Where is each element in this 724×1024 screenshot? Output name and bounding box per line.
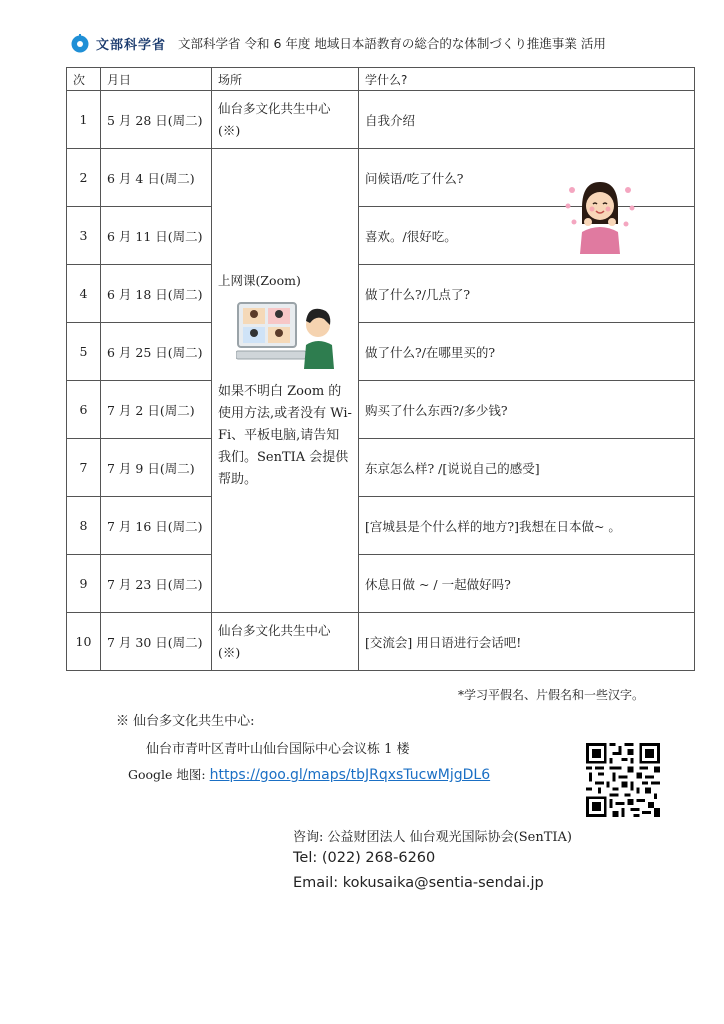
map-label: Google 地图: <box>128 767 206 782</box>
online-title: 上网课(Zoom) <box>218 272 301 288</box>
header-title: 文部科学省 令和 6 年度 地域日本語教育の総合的な体制づくり推進事業 活用 <box>178 36 606 51</box>
row-topic: 问候语/吃了什么? <box>359 149 695 207</box>
row-no: 2 <box>67 149 101 207</box>
smiling-girl-illustration-icon <box>562 178 638 254</box>
col-header-date: 月日 <box>101 68 212 91</box>
row-no: 6 <box>67 381 101 439</box>
place-online <box>212 149 359 613</box>
row-date: 7 月 30 日(周二) <box>101 613 212 671</box>
row-topic: 购买了什么东西?/多少钱? <box>359 381 695 439</box>
footnote: *学习平假名、片假名和一些汉字。 <box>457 688 644 702</box>
row-no: 7 <box>67 439 101 497</box>
row-date: 7 月 9 日(周二) <box>101 439 212 497</box>
row-date: 7 月 23 日(周二) <box>101 555 212 613</box>
row-date: 6 月 18 日(周二) <box>101 265 212 323</box>
contact-email: Email: kokusaika@sentia-sendai.jp <box>293 875 544 891</box>
row-date: 6 月 4 日(周二) <box>101 149 212 207</box>
logo-text: 文部科学省 <box>96 37 167 53</box>
row-topic: 休息日做 ~ / 一起做好吗? <box>359 555 695 613</box>
schedule-table <box>66 67 695 671</box>
contact-tel: Tel: (022) 268-6260 <box>293 850 436 866</box>
row-topic: 东京怎么样? /[说说自己的感受] <box>359 439 695 497</box>
row-no: 4 <box>67 265 101 323</box>
row-date: 6 月 11 日(周二) <box>101 207 212 265</box>
table-row <box>67 613 695 671</box>
row-no: 1 <box>67 91 101 149</box>
row-topic: 喜欢。/很好吃。 <box>359 207 695 265</box>
table-header-row <box>67 68 695 91</box>
row-no: 9 <box>67 555 101 613</box>
map-line <box>128 765 490 783</box>
row-no: 8 <box>67 497 101 555</box>
place-venue-last: 仙台多文化共生中心(※) <box>212 613 359 671</box>
online-note: 如果不明白 Zoom 的使用方法,或者没有 Wi-Fi、平板电脑,请告知我们。SenTIA 会提供帮助。 <box>218 383 352 487</box>
col-header-topic: 学什么? <box>359 68 695 91</box>
place-venue-first: 仙台多文化共生中心(※) <box>212 91 359 149</box>
row-no: 10 <box>67 613 101 671</box>
table-row <box>67 265 695 323</box>
contact-inquiry: 咨询: 公益财团法人 仙台观光国际协会(SenTIA) <box>293 830 572 845</box>
row-no: 3 <box>67 207 101 265</box>
row-no: 5 <box>67 323 101 381</box>
row-date: 7 月 16 日(周二) <box>101 497 212 555</box>
row-topic: 做了什么?/在哪里买的? <box>359 323 695 381</box>
row-topic: 自我介绍 <box>359 91 695 149</box>
qr-code-icon <box>586 743 660 817</box>
row-topic: [交流会] 用日语进行会话吧! <box>359 613 695 671</box>
row-topic: 做了什么?/几点了? <box>359 265 695 323</box>
col-header-place: 场所 <box>212 68 359 91</box>
table-row <box>67 555 695 613</box>
col-header-no: 次 <box>67 68 101 91</box>
table-row <box>67 381 695 439</box>
online-class-illustration-icon <box>236 299 336 369</box>
table-row <box>67 497 695 555</box>
venue-address: 仙台市青叶区青叶山仙台国际中心会议栋 1 楼 <box>146 742 410 757</box>
table-row <box>67 439 695 497</box>
table-row <box>67 91 695 149</box>
table-row <box>67 323 695 381</box>
mext-logo-icon <box>70 33 90 53</box>
row-date: 6 月 25 日(周二) <box>101 323 212 381</box>
google-map-link[interactable]: https://goo.gl/maps/tbJRqxsTucwMjgDL6 <box>209 767 491 783</box>
page-header <box>70 30 606 56</box>
row-topic: [宫城县是个什么样的地方?]我想在日本做~ 。 <box>359 497 695 555</box>
row-date: 7 月 2 日(周二) <box>101 381 212 439</box>
row-date: 5 月 28 日(周二) <box>101 91 212 149</box>
venue-heading: ※ 仙台多文化共生中心: <box>116 714 255 729</box>
